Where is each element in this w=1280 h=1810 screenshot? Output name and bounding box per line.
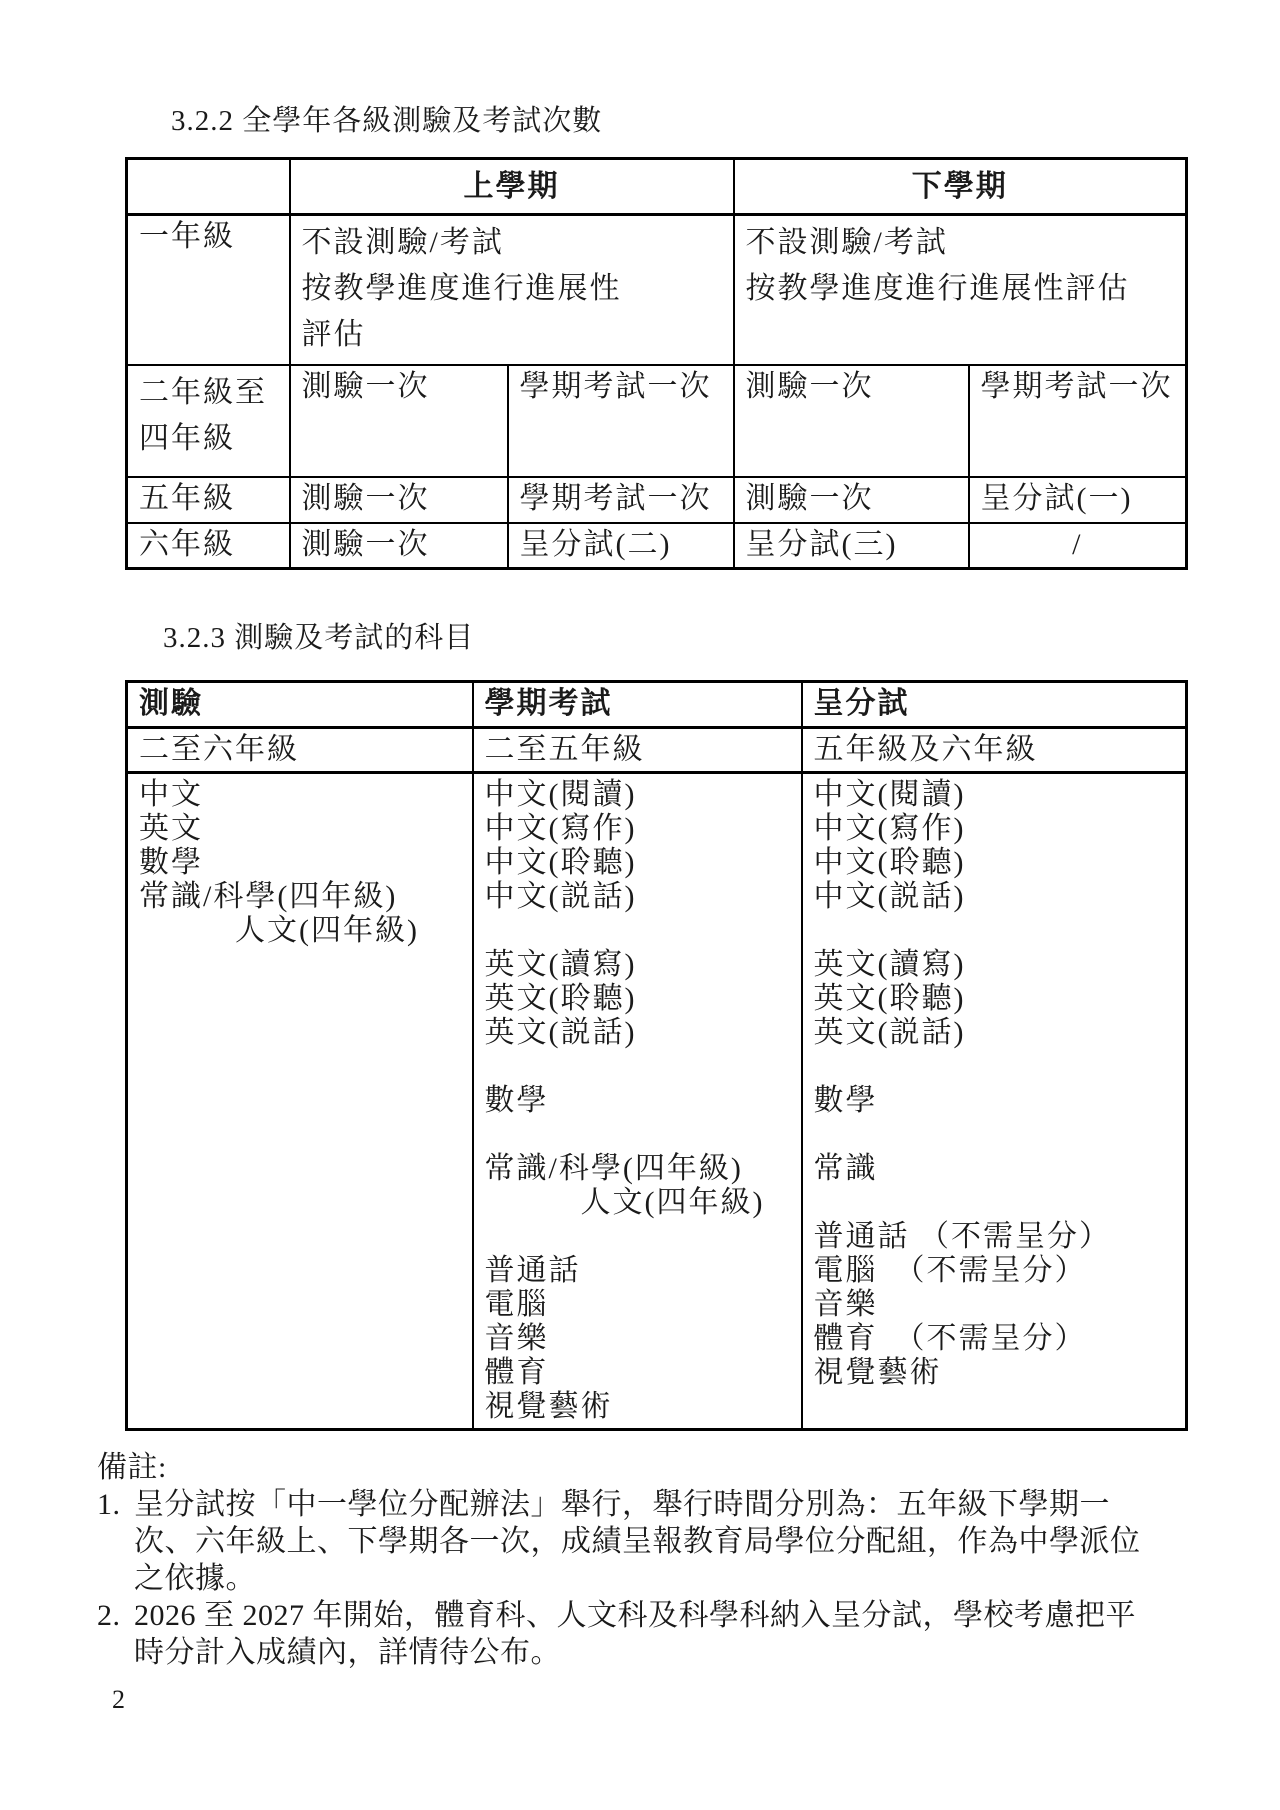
exam-subjects-table xyxy=(125,680,1188,1431)
remarks-section xyxy=(97,1449,1197,1671)
cell: 呈分試(二) xyxy=(508,523,734,569)
text-line: 中文 xyxy=(139,778,203,811)
text-line: 二年級至 xyxy=(139,375,267,409)
text-line: 體育 xyxy=(484,1356,549,1389)
text-line: 電腦 （不需呈分） xyxy=(813,1254,1087,1287)
text-line xyxy=(485,1050,790,1084)
first-term-header: 上學期 xyxy=(290,159,734,215)
table-row xyxy=(127,365,1187,477)
text-line: 按教學進度進行進展性 xyxy=(301,272,622,305)
text-line: 數學 xyxy=(813,1084,878,1117)
text-line: 普通話 （不需呈分） xyxy=(813,1220,1111,1253)
text-line xyxy=(485,914,790,948)
text-line xyxy=(814,1118,1175,1152)
test-subjects-cell xyxy=(127,773,473,1430)
text-line: 常識 xyxy=(813,1152,878,1185)
text-line xyxy=(485,1118,790,1152)
grade-cell: 六年級 xyxy=(127,523,290,569)
table-row xyxy=(127,682,1187,728)
text-line: 人文(四年級) xyxy=(484,1186,765,1219)
text-line: 音樂 xyxy=(484,1322,549,1355)
remark-text xyxy=(134,1486,1197,1597)
cell: 測驗一次 xyxy=(734,365,969,477)
remark-number: 2. xyxy=(97,1599,121,1632)
cell: 呈分試(一) xyxy=(969,477,1187,523)
text-line: 中文(閱讀) xyxy=(484,778,637,811)
text-line: 四年級 xyxy=(139,421,235,455)
text-line: 中文(説話) xyxy=(813,880,966,913)
table-row xyxy=(127,523,1187,569)
text-line: 呈分試按「中一學位分配辦法」舉行，舉行時間分別為：五年級下學期一 xyxy=(134,1488,1110,1521)
text-line xyxy=(814,1186,1175,1220)
text-line: 英文 xyxy=(139,812,203,845)
text-line: 之依據。 xyxy=(134,1562,256,1595)
text-line: 視覺藝術 xyxy=(484,1390,613,1423)
remark-number: 1. xyxy=(97,1488,121,1521)
term-exam-subjects-cell xyxy=(473,773,802,1430)
text-line: 視覺藝術 xyxy=(813,1356,942,1389)
section-3-2-3-title: 3.2.3 測驗及考試的科目 xyxy=(163,622,475,654)
text-line: 英文(聆聽) xyxy=(813,982,966,1015)
cell: 測驗一次 xyxy=(290,365,508,477)
cell: 測驗一次 xyxy=(290,523,508,569)
text-line: 常識/科學(四年級) xyxy=(139,880,398,913)
cell: 學期考試一次 xyxy=(508,477,734,523)
cell: 學期考試一次 xyxy=(969,365,1187,477)
table-row xyxy=(127,773,1187,1430)
text-line: 數學 xyxy=(484,1084,549,1117)
exam-frequency-table xyxy=(125,157,1188,570)
cell: 學期考試一次 xyxy=(508,365,734,477)
rating-exam-subjects-cell xyxy=(802,773,1187,1430)
cell: / xyxy=(969,523,1187,569)
p1-term1-cell xyxy=(290,215,734,365)
text-line: 中文(説話) xyxy=(484,880,637,913)
text-line xyxy=(814,1050,1175,1084)
text-line: 英文(讀寫) xyxy=(813,948,966,981)
grade-cell xyxy=(127,365,290,477)
text-line: 中文(寫作) xyxy=(484,812,637,845)
remark-item-2 xyxy=(97,1597,1197,1671)
grade-range-cell: 二至六年級 xyxy=(127,728,473,773)
text-line: 普通話 xyxy=(484,1254,581,1287)
grade-range-cell: 二至五年級 xyxy=(473,728,802,773)
text-line: 音樂 xyxy=(813,1288,878,1321)
text-line: 人文(四年級) xyxy=(139,914,419,947)
text-line: 體育 （不需呈分） xyxy=(813,1322,1087,1355)
text-line: 不設測驗/考試 xyxy=(745,226,948,259)
text-line: 英文(聆聽) xyxy=(484,982,637,1015)
text-line: 次、六年級上、下學期各一次，成績呈報教育局學位分配組，作為中學派位 xyxy=(134,1525,1141,1558)
text-line: 中文(聆聽) xyxy=(813,846,966,879)
cell: 呈分試(三) xyxy=(734,523,969,569)
text-line: 英文(讀寫) xyxy=(484,948,637,981)
text-line: 電腦 xyxy=(484,1288,549,1321)
table-row xyxy=(127,215,1187,365)
text-line: 評估 xyxy=(301,318,366,351)
text-line: 2026 至 2027 年開始，體育科、人文科及科學科納入呈分試，學校考慮把平 xyxy=(134,1599,1136,1632)
remarks-label: 備註: xyxy=(97,1451,167,1484)
remark-text xyxy=(134,1597,1197,1671)
text-line: 按教學進度進行進展性評估 xyxy=(745,272,1130,305)
text-line: 中文(閱讀) xyxy=(813,778,966,811)
text-line xyxy=(814,914,1175,948)
text-line: 英文(説話) xyxy=(484,1016,637,1049)
text-line: 中文(聆聽) xyxy=(484,846,637,879)
cell: 測驗一次 xyxy=(290,477,508,523)
test-column-header: 測驗 xyxy=(127,682,473,728)
text-line: 數學 xyxy=(139,846,203,879)
second-term-header: 下學期 xyxy=(734,159,1187,215)
text-line xyxy=(485,1220,790,1254)
term-exam-column-header: 學期考試 xyxy=(473,682,802,728)
table-row xyxy=(127,477,1187,523)
text-line: 時分計入成績內，詳情待公布。 xyxy=(134,1636,561,1669)
text-line: 不設測驗/考試 xyxy=(301,226,504,259)
grade-range-cell: 五年級及六年級 xyxy=(802,728,1187,773)
text-line: 英文(説話) xyxy=(813,1016,966,1049)
text-line: 常識/科學(四年級) xyxy=(484,1152,743,1185)
section-3-2-2-title: 3.2.2 全學年各級測驗及考試次數 xyxy=(171,105,603,137)
text-line: 中文(寫作) xyxy=(813,812,966,845)
grade-cell: 一年級 xyxy=(127,215,290,365)
p1-term2-cell xyxy=(734,215,1187,365)
cell: 測驗一次 xyxy=(734,477,969,523)
grade-cell: 五年級 xyxy=(127,477,290,523)
corner-cell xyxy=(127,159,290,215)
table-row xyxy=(127,728,1187,773)
rating-exam-column-header: 呈分試 xyxy=(802,682,1187,728)
page-number: 2 xyxy=(112,1685,125,1714)
table-row xyxy=(127,159,1187,215)
remark-item-1 xyxy=(97,1486,1197,1597)
